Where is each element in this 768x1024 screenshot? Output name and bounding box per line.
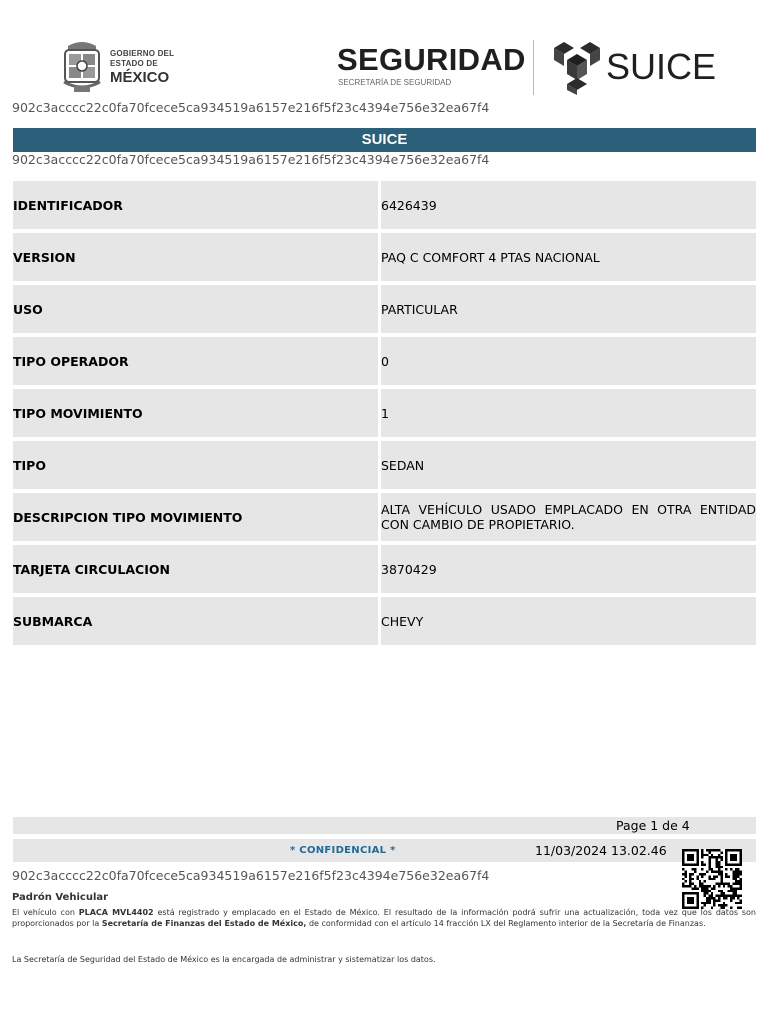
field-value-text: 6426439: [381, 197, 437, 213]
plate-number: PLACA MVL4402: [78, 908, 154, 917]
field-value-text: PARTICULAR: [381, 301, 458, 317]
field-value: [381, 441, 756, 489]
issue-datetime: 11/03/2024 13.02.46: [535, 843, 667, 858]
field-value-text: ALTA VEHÍCULO USADO EMPLACADO EN OTRA ENTIDAD CON CAMBIO DE PROPIETARIO.: [381, 502, 756, 532]
gov-line2: ESTADO DE: [110, 59, 158, 68]
field-value: [381, 597, 756, 645]
field-label: TIPO OPERADOR: [13, 337, 378, 385]
legal-notice-2: La Secretaría de Seguridad del Estado de México es la encargada de administrar y sistematizar los datos.: [12, 955, 436, 964]
field-value: [381, 337, 756, 385]
field-value-text: 3870429: [381, 561, 437, 577]
legal-notice: [12, 908, 756, 929]
gobierno-edomex-logo-text: [110, 50, 174, 85]
table-row: [13, 233, 756, 281]
field-value-text: 0: [381, 353, 389, 369]
legal-text-b: está registrado y emplacado en el Estado de México. El resultado de la información podrá sufrir una actualización, toda vez que los datos son proporcionados por la: [12, 908, 756, 928]
gov-line1: GOBIERNO DEL: [110, 49, 175, 58]
estado-de-mexico-seal-icon: [60, 40, 104, 94]
field-label: TIPO MOVIMIENTO: [13, 389, 378, 437]
field-value: [381, 181, 756, 229]
table-row: [13, 597, 756, 645]
field-label: TIPO: [13, 441, 378, 489]
table-row: [13, 545, 756, 593]
table-row: [13, 493, 756, 541]
logo-divider: [533, 40, 534, 95]
seguridad-logo-subtitle: SECRETARÍA DE SEGURIDAD: [338, 78, 452, 87]
padron-title: Padrón Vehicular: [12, 892, 109, 903]
page-indicator-bar: [13, 817, 756, 834]
confidential-bar: [13, 839, 756, 862]
field-label: TARJETA CIRCULACION: [13, 545, 378, 593]
table-row: [13, 337, 756, 385]
table-row: [13, 441, 756, 489]
suice-logo-text: SUICE: [606, 46, 717, 87]
legal-text-c: de conformidad con el artículo 14 fracción LX del Reglamento interior de la Secretaría de Finanzas.: [306, 918, 706, 928]
field-value-text: PAQ C COMFORT 4 PTAS NACIONAL: [381, 249, 600, 265]
confidential-label: * CONFIDENCIAL *: [290, 845, 396, 856]
document-hash-top: 902c3acccc22c0fa70fcece5ca934519a6157e216f5f23c4394e756e32ea67f4: [12, 100, 490, 115]
page-number: Page 1 de 4: [616, 818, 690, 833]
gov-line3: MÉXICO: [110, 69, 170, 86]
field-value-text: SEDAN: [381, 457, 425, 473]
suice-cube-logo-icon: [552, 40, 602, 96]
seguridad-logo-title: SEGURIDAD: [337, 42, 526, 77]
document-hash-footer: 902c3acccc22c0fa70fcece5ca934519a6157e216f5f23c4394e756e32ea67f4: [12, 868, 490, 883]
finance-secretariat: Secretaría de Finanzas del Estado de México,: [101, 918, 307, 928]
field-value: [381, 233, 756, 281]
document-hash-banner: 902c3acccc22c0fa70fcece5ca934519a6157e216f5f23c4394e756e32ea67f4: [12, 152, 490, 167]
field-label: IDENTIFICADOR: [13, 181, 378, 229]
field-value: [381, 285, 756, 333]
field-label: DESCRIPCION TIPO MOVIMIENTO: [13, 493, 378, 541]
field-value: [381, 545, 756, 593]
field-label: SUBMARCA: [13, 597, 378, 645]
section-banner: SUICE: [13, 128, 756, 152]
vehicle-data-table: [13, 181, 756, 649]
table-row: [13, 389, 756, 437]
field-label: VERSION: [13, 233, 378, 281]
table-row: [13, 181, 756, 229]
field-value-text: CHEVY: [381, 613, 424, 629]
field-value: [381, 389, 756, 437]
table-row: [13, 285, 756, 333]
field-value-text: 1: [381, 405, 389, 421]
legal-text-a: El vehículo con: [12, 908, 79, 917]
field-value: [381, 493, 756, 541]
qr-code-icon: [682, 849, 742, 909]
field-label: USO: [13, 285, 378, 333]
